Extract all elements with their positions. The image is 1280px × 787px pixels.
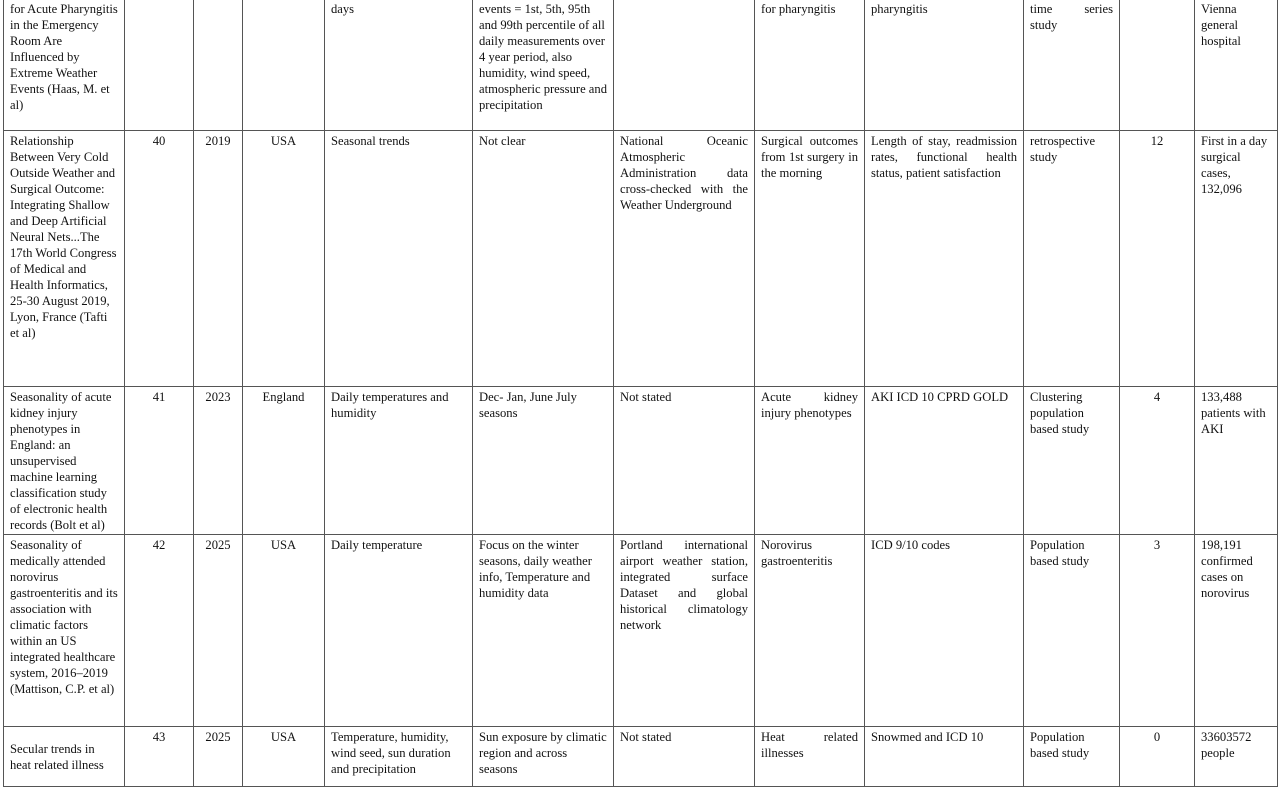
cell-measure: Snowmed and ICD 10: [865, 727, 1024, 787]
cell-score: [1120, 0, 1195, 131]
cell-period: events = 1st, 5th, 95th and 99th percentile of all daily measurements over 4 year period, also humidity, wind speed, atmospheric pressure and precipitation: [473, 0, 614, 131]
cell-year: 2025: [194, 535, 243, 727]
cell-design: Clustering population based study: [1024, 387, 1120, 535]
cell-title: for Acute Pharyngitis in the Emergency Room Are Influenced by Extreme Weather Events (Haas, M. et al): [4, 0, 125, 131]
cell-measure: pharyngitis: [865, 0, 1024, 131]
cell-score: 3: [1120, 535, 1195, 727]
cell-title: Secular trends in heat related illness: [4, 727, 125, 787]
cell-year: 2025: [194, 727, 243, 787]
cell-outcome: Heat related illnesses: [755, 727, 865, 787]
table-row: [4, 387, 1278, 535]
cell-ref: 42: [125, 535, 194, 727]
cell-sample: Vienna general hospital: [1195, 0, 1278, 131]
table-row: [4, 131, 1278, 387]
cell-measure: ICD 9/10 codes: [865, 535, 1024, 727]
cell-outcome: Norovirus gastroenteritis: [755, 535, 865, 727]
cell-source: [614, 0, 755, 131]
cell-variable: Seasonal trends: [325, 131, 473, 387]
cell-source: Not stated: [614, 727, 755, 787]
cell-ref: 40: [125, 131, 194, 387]
cell-outcome: Surgical outcomes from 1st surgery in the morning: [755, 131, 865, 387]
cell-period: Not clear: [473, 131, 614, 387]
cell-sample: 33603572 people: [1195, 727, 1278, 787]
cell-country: USA: [243, 535, 325, 727]
cell-ref: 41: [125, 387, 194, 535]
cell-year: 2023: [194, 387, 243, 535]
cell-variable: Daily temperature: [325, 535, 473, 727]
cell-source: Portland international airport weather station, integrated surface Dataset and global historical climatology network: [614, 535, 755, 727]
cell-outcome: Acute kidney injury phenotypes: [755, 387, 865, 535]
cell-country: [243, 0, 325, 131]
cell-year: [194, 0, 243, 131]
studies-table: [3, 0, 1278, 787]
cell-design: Population based study: [1024, 727, 1120, 787]
cell-title: Seasonality of medically attended norovirus gastroenteritis and its association with climatic factors within an US integrated healthcare system, 2016–2019 (Mattison, C.P. et al): [4, 535, 125, 727]
cell-sample: 133,488 patients with AKI: [1195, 387, 1278, 535]
cell-design: Population based study: [1024, 535, 1120, 727]
cell-sample: First in a day surgical cases, 132,096: [1195, 131, 1278, 387]
cell-ref: 43: [125, 727, 194, 787]
cell-source: Not stated: [614, 387, 755, 535]
table-row: [4, 0, 1278, 131]
cell-period: Focus on the winter seasons, daily weather info, Temperature and humidity data: [473, 535, 614, 727]
cell-variable: days: [325, 0, 473, 131]
cell-period: Sun exposure by climatic region and across seasons: [473, 727, 614, 787]
cell-country: England: [243, 387, 325, 535]
cell-ref: [125, 0, 194, 131]
table-row: [4, 727, 1278, 787]
cell-measure: AKI ICD 10 CPRD GOLD: [865, 387, 1024, 535]
cell-period: Dec- Jan, June July seasons: [473, 387, 614, 535]
table-row: [4, 535, 1278, 727]
cell-variable: Daily temperatures and humidity: [325, 387, 473, 535]
cell-title: Seasonality of acute kidney injury phenotypes in England: an unsupervised machine learning classification study of electronic health records (Bolt et al): [4, 387, 125, 535]
cell-title: Relationship Between Very Cold Outside Weather and Surgical Outcome: Integrating Shallow and Deep Artificial Neural Nets...The 17th World Congress of Medical and Health Informatics, 25-30 August 2019, Lyon, France (Tafti et al): [4, 131, 125, 387]
cell-country: USA: [243, 131, 325, 387]
cell-score: 12: [1120, 131, 1195, 387]
cell-variable: Temperature, humidity, wind seed, sun duration and precipitation: [325, 727, 473, 787]
cell-design: time series study: [1024, 0, 1120, 131]
cell-country: USA: [243, 727, 325, 787]
cell-outcome: for pharyngitis: [755, 0, 865, 131]
cell-score: 0: [1120, 727, 1195, 787]
cell-design: retrospective study: [1024, 131, 1120, 387]
cell-source: National Oceanic Atmospheric Administration data cross-checked with the Weather Underground: [614, 131, 755, 387]
cell-year: 2019: [194, 131, 243, 387]
cell-measure: Length of stay, readmission rates, functional health status, patient satisfaction: [865, 131, 1024, 387]
cell-sample: 198,191 confirmed cases on norovirus: [1195, 535, 1278, 727]
cell-score: 4: [1120, 387, 1195, 535]
